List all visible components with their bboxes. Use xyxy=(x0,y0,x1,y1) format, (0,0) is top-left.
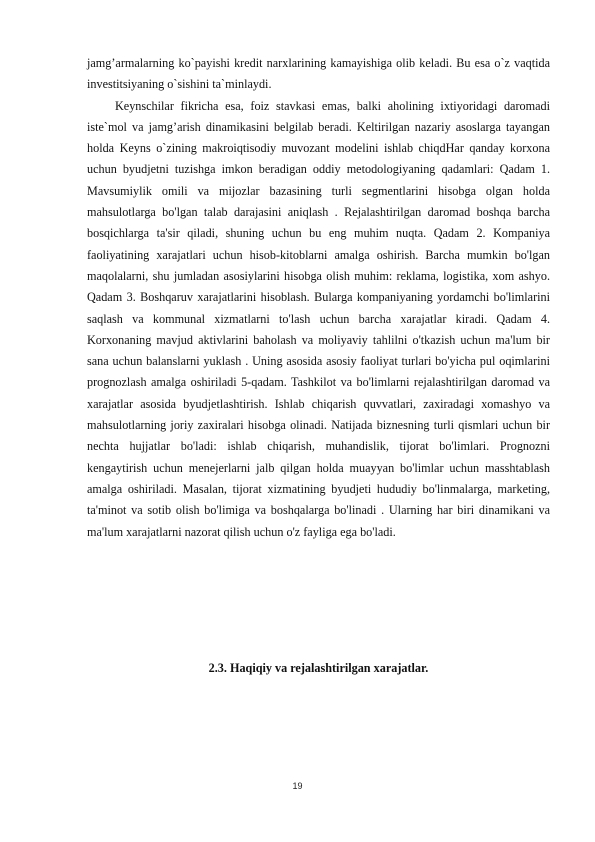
body-text xyxy=(87,53,550,543)
page-number: 19 xyxy=(292,781,303,791)
paragraph-keynesian-budgeting: Keynschilar fikricha esa, foiz stavkasi emas, balki aholining ixtiyoridagi daromadi iste`mol va jamg’arish dinamikasini belgilab beradi. Keltirilgan nazariy asoslarga tayangan holda Keyns o`zining makroiqtisodiy muvozant modelini ishlab chiqdHar qanday korxona uchun byudjetni tuzishga imkon beradigan oddiy metodologiyaning qadamlari: Qadam 1. Mavsumiylik omili va mijozlar bazasining turli segmentlarini hisobga olgan holda mahsulotlarga bo'lgan talab darajasini aniqlash . Rejalashtirilgan daromad boshqa barcha bosqichlarga ta'sir qiladi, shuning uchun bu eng muhim nuqta. Qadam 2. Kompaniya faoliyatining xarajatlari uchun hisob-kitoblarni amalga oshirish. Barcha mumkin bo'lgan maqolalarni, shu jumladan asosiylarini hisobga olish muhim: reklama, logistika, xom ashyo. Qadam 3. Boshqaruv xarajatlarini hisoblash. Bularga kompaniyaning yordamchi bo'limlarini saqlash va kommunal xizmatlarni to'lash uchun barcha xarajatlar kiradi. Qadam 4. Korxonaning mavjud aktivlarini baholash va moliyaviy tahlilni o'tkazish uchun ma'lum bir sana uchun balanslarni yuklash . Uning asosida asosiy faoliyat turlari bo'yicha pul oqimlarini prognozlash amalga oshiriladi 5-qadam. Tashkilot va bo'limlarni rejalashtirilgan daromad va xarajatlar asosida byudjetlashtirish. Ishlab chiqarish quvvatlari, zaxiradagi xomashyo va mahsulotlarning joriy zaxiralari hisobga olinadi. Natijada biznesning turli qismlari uchun bir nechta hujjatlar bo'ladi: ishlab chiqarish, muhandislik, tijorat bo'limlari. Prognozni kengaytirish uchun menejerlarni jalb qilgan holda muayyan bo'limlar uchun masshtablash amalga oshiriladi. Masalan, tijorat xizmatining byudjeti hududiy bo'linmalarga, marketing, ta'minot va sotib olish bo'limiga va boshqalarga bo'linadi . Ularning har biri dinamikani va ma'lum xarajatlarni nazorat qilish uchun o'z fayliga ega bo'ladi. xyxy=(87,98,550,539)
section-heading: 2.3. Haqiqiy va rejalashtirilgan xarajatlar. xyxy=(208,661,429,675)
paragraph-continuation: jamg’armalarning ko`payishi kredit narxlarining kamayishiga olib keladi. Bu esa o`z vaqtida investitsiyaning o`sishini ta`minlaydi. xyxy=(87,56,550,92)
